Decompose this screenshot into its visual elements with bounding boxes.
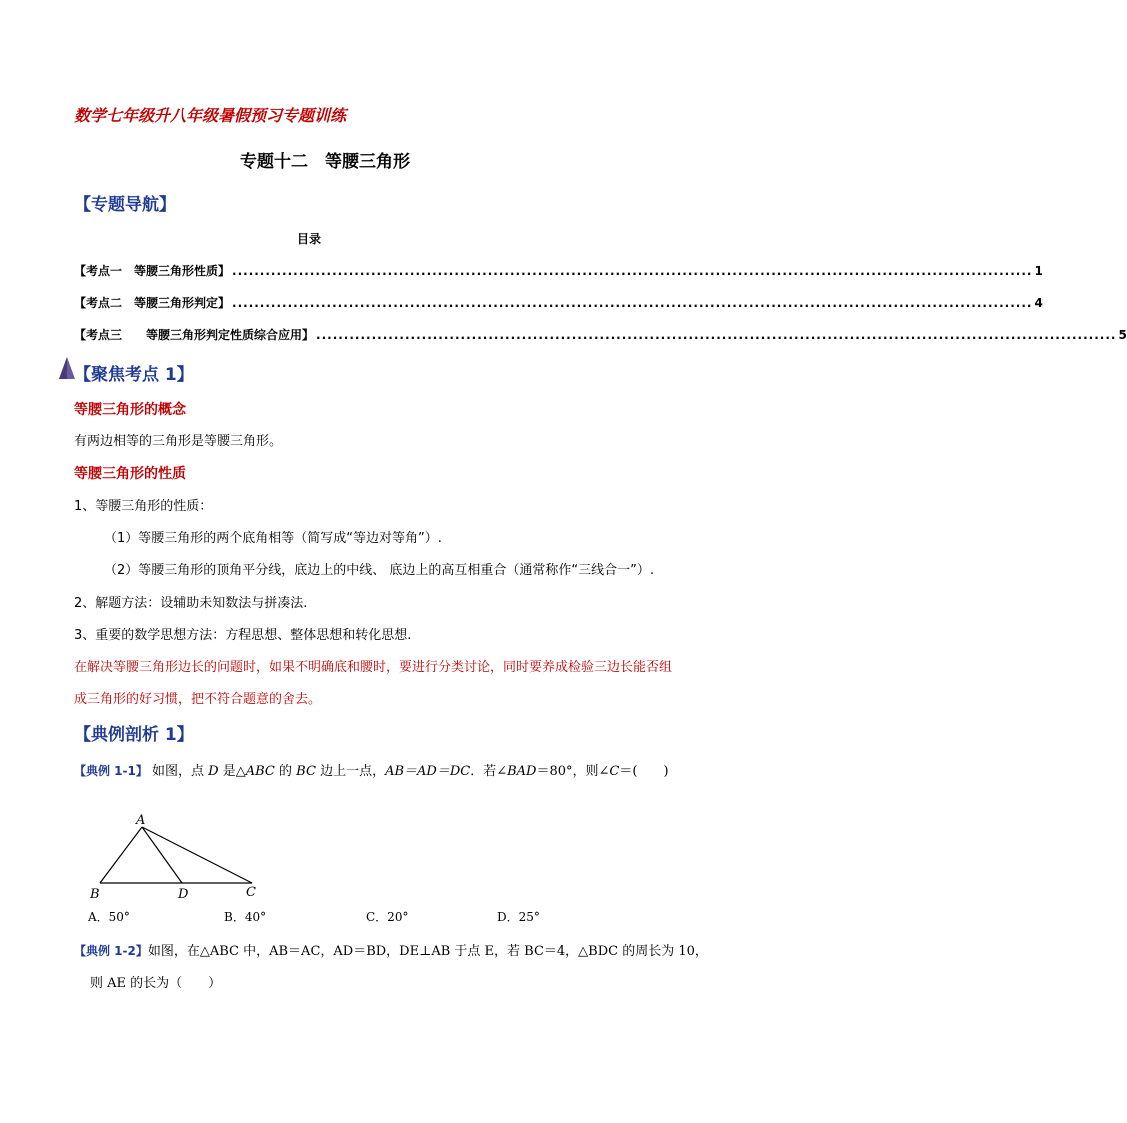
toc-leader: ................................................................................................................................................ — [232, 264, 1033, 278]
example-1-text: 边上一点， — [320, 764, 386, 779]
example-1-tag: 【典例 1-1】 — [74, 764, 148, 778]
property-1a: （1）等腰三角形的两个底角相等（简写成“等边对等角”）. — [104, 531, 442, 546]
example-1-text: ＝80°，则∠ — [536, 764, 610, 779]
toc-item-page: 4 — [1034, 296, 1043, 310]
toc-item-label: 【考点二 等腰三角形判定】 — [74, 296, 231, 310]
example-1-question — [74, 760, 669, 779]
example-1-var: BAD — [507, 764, 537, 779]
example-2-question — [74, 940, 708, 959]
toc-item[interactable] — [74, 326, 1127, 343]
choice-b[interactable]: B．40° — [224, 910, 267, 924]
example-heading: 【典例剖析 1】 — [74, 725, 194, 745]
example-1-var: ABC — [245, 764, 275, 779]
choice-a[interactable]: A．50° — [88, 910, 130, 924]
concept-text: 有两边相等的三角形是等腰三角形。 — [74, 434, 283, 449]
example-1-var: C — [609, 764, 620, 779]
example-2-tag: 【典例 1-2】 — [74, 944, 148, 958]
example-2-line-1: 如图，在△ABC 中，AB＝AC，AD＝BD，DE⊥AB 于点 E，若 BC＝4，△BDC 的周长为 10， — [147, 944, 708, 959]
note-line-1: 在解决等腰三角形边长的问题时，如果不明确底和腰时，要进行分类讨论，同时要养成检验三边长能否组 — [74, 660, 673, 675]
figure-label-d: D — [178, 887, 189, 902]
toc-item-label: 【考点三 等腰三角形判定性质综合应用】 — [74, 328, 315, 342]
figure-label-b: B — [90, 887, 100, 902]
toc-item[interactable] — [74, 262, 1043, 279]
toc-item[interactable] — [74, 294, 1043, 311]
choice-d[interactable]: D．25° — [497, 910, 540, 924]
property-2: 2、解题方法：设辅助未知数法与拼凑法. — [74, 596, 308, 611]
property-3: 3、重要的数学思想方法：方程思想、整体思想和转化思想. — [74, 628, 412, 643]
toc-item-page: 1 — [1034, 264, 1043, 278]
example-2-line-2: 则 AE 的长为（ ） — [90, 976, 222, 991]
example-1-var: D — [208, 764, 219, 779]
example-1-text: ＝( ) — [619, 764, 669, 779]
property-heading: 等腰三角形的性质 — [74, 466, 186, 482]
page-title: 专题十二 等腰三角形 — [240, 152, 410, 172]
example-1-text: 如图，点 — [152, 764, 205, 779]
property-1: 1、等腰三角形的性质： — [74, 499, 213, 514]
figure-line-ac — [142, 827, 252, 883]
focus-heading: 【聚焦考点 1】 — [74, 365, 194, 385]
example-1-var: AB＝AD＝DC — [385, 764, 471, 779]
figure-line-ad — [142, 827, 182, 883]
note-line-2: 成三角形的好习惯，把不符合题意的舍去。 — [74, 692, 322, 707]
figure-label-a: A — [136, 813, 146, 828]
triangle-figure — [84, 812, 274, 902]
concept-heading: 等腰三角形的概念 — [74, 402, 186, 418]
choice-c[interactable]: C．20° — [366, 910, 409, 924]
figure-line-ab — [100, 827, 142, 883]
property-1b: （2）等腰三角形的顶角平分线，底边上的中线、 底边上的高互相重合（通常称作“三线合一”）. — [104, 563, 655, 578]
toc-item-page: 5 — [1118, 328, 1127, 342]
example-1-text: ．若∠ — [470, 764, 508, 779]
nav-heading: 【专题导航】 — [74, 195, 176, 215]
toc-item-label: 【考点一 等腰三角形性质】 — [74, 264, 231, 278]
example-1-text: 是△ — [222, 764, 246, 779]
toc-title: 目录 — [297, 232, 322, 246]
toc-leader: ................................................................................................................................................ — [232, 296, 1033, 310]
series-title: 数学七年级升八年级暑假预习专题训练 — [74, 106, 347, 125]
example-1-var: BC — [296, 764, 316, 779]
figure-label-c: C — [246, 885, 256, 900]
example-1-text: 的 — [279, 764, 293, 779]
toc-leader: ................................................................................................................................................ — [316, 328, 1117, 342]
